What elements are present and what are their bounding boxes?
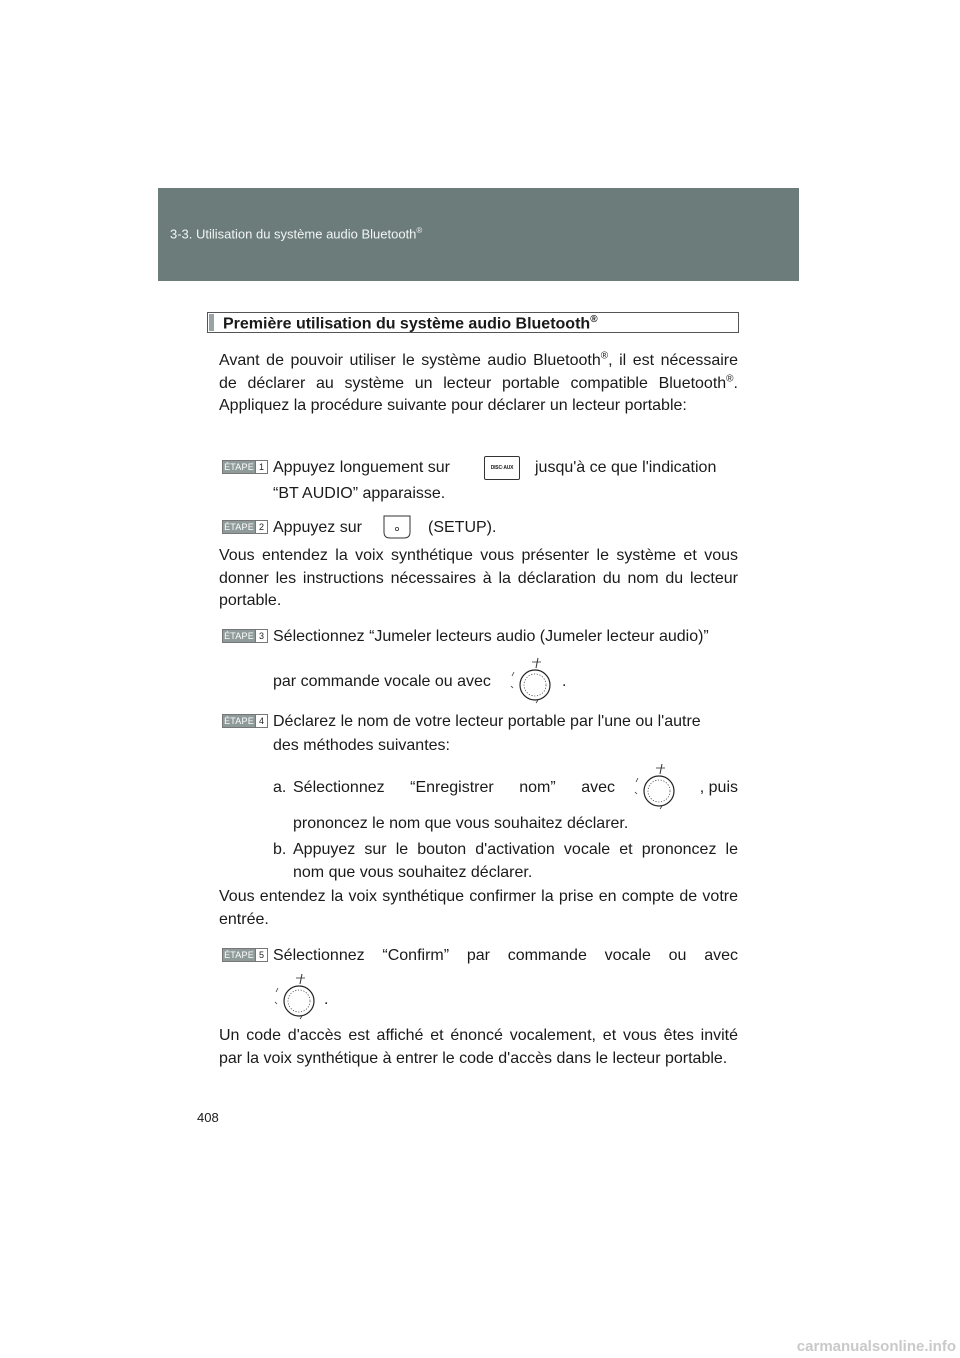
step-4-badge: ÉTAPE 4 xyxy=(222,714,268,728)
section-heading-marker xyxy=(209,314,214,331)
setup-button-icon xyxy=(382,514,412,540)
step-4-text-line1: Déclarez le nom de votre lecteur portable par l'une ou l'autre xyxy=(273,713,701,730)
option-a-after: , puis xyxy=(699,779,738,796)
tune-select-knob-icon xyxy=(632,762,678,810)
tune-select-knob-icon xyxy=(508,656,554,704)
step-4-text-line2: des méthodes suivantes: xyxy=(273,737,450,754)
step-5-badge: ÉTAPE 5 xyxy=(222,948,268,962)
option-a-text: Sélectionnez “Enregistrer nom” avec xyxy=(293,779,615,796)
step-3-text-end: . xyxy=(562,673,567,690)
step-1-text-after: jusqu'à ce que l'indication xyxy=(535,459,717,476)
step-3-text-line2: par commande vocale ou avec xyxy=(273,673,491,690)
option-b-line2: nom que vous souhaitez déclarer. xyxy=(293,864,533,881)
page-number: 408 xyxy=(197,1110,219,1125)
option-b-line1: Appuyez sur le bouton d'activation vocale et prononcez le xyxy=(293,841,738,858)
intro-paragraph: Avant de pouvoir utiliser le système audio Bluetooth®, il est nécessaire de déclarer au système un lecteur portable compatible Bluetooth®. Appliquez la procédure suivante pour déclarer un lecteur portable: xyxy=(219,350,739,414)
step-5-text-end: . xyxy=(324,991,329,1008)
step-1-badge: ÉTAPE 1 xyxy=(222,460,268,474)
step-3-text-line1: Sélectionnez “Jumeler lecteurs audio (Jumeler lecteur audio)” xyxy=(273,628,709,645)
step-2-result-paragraph: Vous entendez la voix synthétique vous présenter le système et vous donner les instructions nécessaires à la déclaration du nom du lecteur portable. xyxy=(219,547,738,609)
step-2-text-before: Appuyez sur xyxy=(273,519,362,536)
section-heading xyxy=(207,312,739,333)
option-a-line2: prononcez le nom que vous souhaitez déclarer. xyxy=(293,815,629,832)
disc-aux-button: DISC·AUX xyxy=(484,456,520,480)
step-3-badge: ÉTAPE 3 xyxy=(222,629,268,643)
step-4-result-paragraph: Vous entendez la voix synthétique confirmer la prise en compte de votre entrée. xyxy=(219,888,738,928)
tune-select-knob-icon xyxy=(272,972,318,1020)
section-heading-title: Première utilisation du système audio Bluetooth® xyxy=(223,314,598,333)
step-2-badge: ÉTAPE 2 xyxy=(222,520,268,534)
option-a-prefix: a. xyxy=(273,779,287,796)
step-1-text-before: Appuyez longuement sur xyxy=(273,459,450,476)
chapter-header-title: 3-3. Utilisation du système audio Bluetooth® xyxy=(170,226,423,242)
step-1-text-line2: “BT AUDIO” apparaisse. xyxy=(273,485,446,502)
step-2-text-after: (SETUP). xyxy=(428,519,497,536)
option-b-prefix: b. xyxy=(273,841,287,858)
watermark: carmanualsonline.info xyxy=(796,1338,956,1355)
step-5-result-paragraph: Un code d'accès est affiché et énoncé vocalement, et vous êtes invité par la voix synthétique à entrer le code d'accès dans le lecteur portable. xyxy=(219,1027,738,1067)
step-5-text-line1: Sélectionnez “Confirm” par commande vocale ou avec xyxy=(273,947,738,964)
